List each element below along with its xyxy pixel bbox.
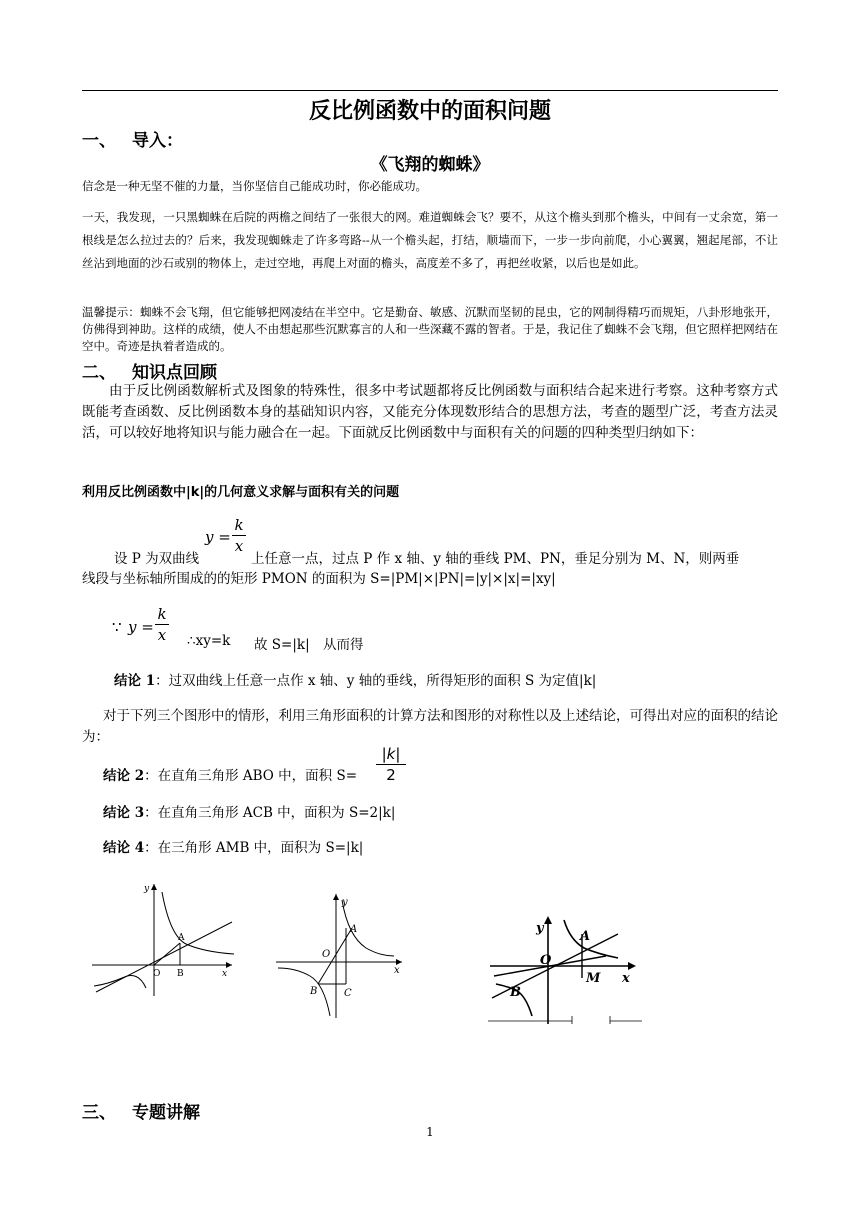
- story-paragraph-1: 一天，我发现，一只黑蜘蛛在后院的两檐之间结了一张很大的网。难道蜘蛛会飞？要不，从这个檐头到那个檐头，中间有一丈余宽，第一根线是怎么拉过去的？后来，我发现蜘蛛走了许多弯路--从一个檐头起，打结，顺墙而下，一步一步向前爬，小心翼翼，翘起尾部，不让丝沾到地面的沙石或别的物体上，走过空地，再爬上对面的檐头，高度差不多了，再把丝收紧，以后也是如此。: [82, 210, 778, 270]
- paragraph-3: 对于下列三个图形中的情形，利用三角形面积的计算方法和图形的对称性以及上述结论，可得出对应的面积的结论为：: [82, 708, 778, 745]
- formula-2-numerator: k: [157, 605, 167, 623]
- conclusion-3-text: ：在直角三角形 ACB 中，面积为 S=2|k|: [144, 805, 396, 821]
- conclusion-1: [114, 669, 596, 689]
- figure-1: [92, 878, 242, 998]
- conclusion-4-text: ：在三角形 AMB 中，面积为 S=|k|: [144, 840, 364, 856]
- fig1-B-label: B: [177, 969, 184, 979]
- figure-2: [270, 888, 410, 1023]
- formula-lhs: y =: [205, 528, 231, 546]
- formula-2-lhs: y =: [128, 618, 154, 636]
- section-1-label: 导入：: [132, 131, 183, 151]
- section-2-number: 二、: [82, 363, 116, 383]
- section-1-number: 一、: [82, 131, 116, 151]
- formula-denominator: x: [234, 537, 244, 555]
- header-rule: [82, 90, 778, 91]
- subheading: 利用反比例函数中|k|的几何意义求解与面积有关的问题: [82, 485, 400, 500]
- story-title: 《飞翔的蜘蛛》: [370, 155, 490, 175]
- therefore-text: ∴xy=k: [187, 633, 231, 649]
- formula-2-fraction: [155, 605, 169, 644]
- intro-paragraph: 由于反比例函数解析式及图象的特殊性，很多中考试题都将反比例函数与面积结合起来进行考察。这种考察方式既能考查函数、反比例函数本身的基础知识内容，又能充分体现数形结合的思想方法，考查的题型广泛，考查方法灵活，可以较好地将知识与能力融合在一起。下面就反比例函数中与面积有关的问题的四种类型归纳如下：: [82, 383, 778, 441]
- conclusion-1-text: ：过双曲线上任意一点作 x 轴、y 轴的垂线，所得矩形的面积 S 为定值|k|: [155, 673, 597, 689]
- fig1-x-label: x: [222, 969, 228, 979]
- fig2-A-label: A: [350, 924, 358, 935]
- conclusion-2: [103, 764, 357, 784]
- section-3-number: 三、: [82, 1103, 116, 1123]
- page-number: 1: [426, 1125, 434, 1139]
- fig3-M-label: M: [586, 971, 601, 986]
- figure-3: [488, 912, 648, 1027]
- fig2-B-label: B: [310, 986, 318, 997]
- section-2-heading: [82, 358, 217, 383]
- section-2-label: 知识点回顾: [132, 363, 217, 383]
- story-paragraph-2: 温馨提示：蜘蛛不会飞翔，但它能够把网凌结在半空中。它是勤奋、敏感、沉默而坚韧的昆虫，它的网制得精巧而规矩，八卦形地张开，仿佛得到神助。这样的成绩，使人不由想起那些沉默寡言的人和一些深藏不露的智者。于是，我记住了蜘蛛不会飞翔，但它照样把网结在空中。奇迹是执着者造成的。: [82, 305, 778, 353]
- conclusion-2-label: 结论 2: [103, 768, 145, 784]
- p1-line2: 线段与坐标轴所围成的的矩形 PMON 的面积为 S=|PM|×|PN|=|y|×|x|=|xy|: [82, 571, 556, 587]
- conclusion-2-text: ：在直角三角形 ABO 中，面积 S=: [144, 768, 358, 784]
- section-3-label: 专题讲解: [132, 1103, 200, 1123]
- fig3-y-label: y: [536, 921, 544, 936]
- conclusion-4-label: 结论 4: [103, 840, 145, 856]
- conclusion-1-label: 结论 1: [114, 673, 156, 689]
- fig1-A-label: A: [178, 933, 185, 943]
- fig2-O-label: O: [322, 949, 331, 960]
- abs-k-over-2: [376, 745, 406, 784]
- conclusion-3: [103, 801, 395, 821]
- p1-after: 上任意一点，过点 P 作 x 轴、y 轴的垂线 PM、PN，垂足分别为 M、N，则两垂: [251, 551, 740, 567]
- formula-fraction: [232, 516, 246, 555]
- fig1-y-label: y: [144, 884, 150, 894]
- story-motto: 信念是一种无坚不催的力量，当你坚信自己能成功时，你必能成功。: [82, 179, 427, 193]
- abs-k: |k|: [381, 745, 401, 763]
- fig3-O-label: O: [540, 953, 552, 968]
- because-symbol: ∵: [112, 618, 122, 636]
- fig2-x-label: x: [394, 965, 400, 976]
- page-title: 反比例函数中的面积问题: [308, 98, 551, 124]
- fig3-B-label: B: [510, 985, 521, 1000]
- fig2-y-label: y: [342, 897, 348, 908]
- fig3-A-label: A: [580, 929, 591, 944]
- section-3-heading: [82, 1098, 200, 1123]
- denominator-2: 2: [386, 766, 396, 784]
- fig1-O-label: O: [153, 969, 161, 979]
- fig2-C-label: C: [344, 988, 352, 999]
- p1-before: 设 P 为双曲线: [114, 551, 200, 567]
- hence-text: 从而得: [323, 637, 364, 653]
- conclusion-3-label: 结论 3: [103, 805, 145, 821]
- formula-numerator: k: [234, 516, 244, 534]
- section-1-heading: [82, 126, 183, 151]
- formula-2-denominator: x: [157, 626, 167, 644]
- conclusion-4: [103, 836, 363, 856]
- so-text: 故 S=|k|: [254, 637, 310, 653]
- fig3-x-label: x: [622, 971, 630, 986]
